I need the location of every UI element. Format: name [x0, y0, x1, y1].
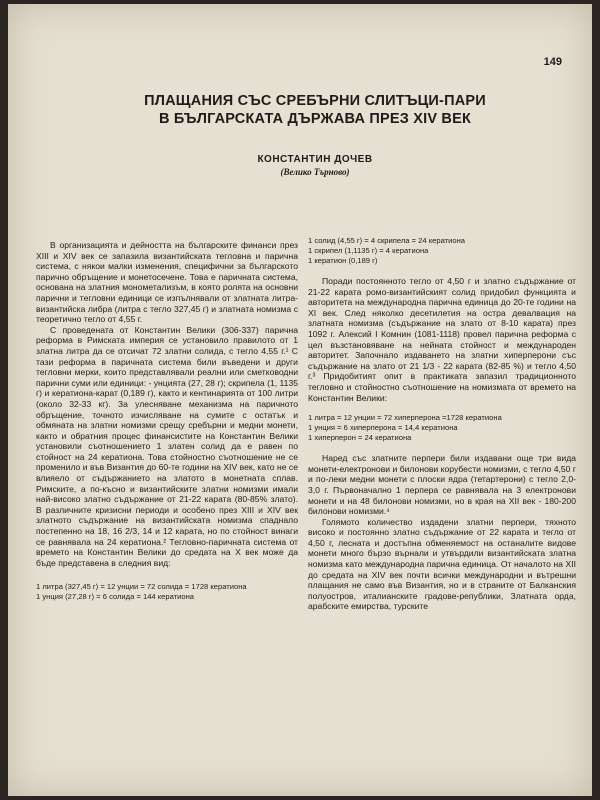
paragraph: С проведената от Константин Велики (306-337) парична реформа в Римската империя се установило правилото от 1 златна литра да се отсичат 72 златни солида, с тегло 4,55 г.¹ С тази реформа в паричната система били въведени и други тегловни мерки, които представлявали реални или сметководни парични суми или единици: - унцията (27, 28 г); скрипела (1, 1135 г) и кератиона-карат (0,189 г), както и кентинарията от 100 литри (около 32-33 кг). За улесняване механизма на паричното обръщение, точното изчисляване на сумите с остатък и обмяната на златни номизми срещу сребърни и медни монети, както и обратния процес финансистите на Константин Велики установили съотношението 1 златен солид да е равен по стойност на 24 кератиона. Това стойностно съотношение не се променило и във Византия до 60-те години на XIV век, като не се влияело от съдържанието на златото в монетната сплав. Римските, а по-късно и византийските златни номизми имали най-високо златно съдържание от 21-22 карата (80-85% злато). В различните кризисни периоди и особено през XIII и XIV век златното съдържание на византийската номизма спаднало постепенно на 18, 16 2/3, 14 и 12 карата, но по стойност винаги се равнявала на 24 кератиона.² Тегловно-паричната система от времето на Константин Велики до средата на X век може да бъде представена в следния вид:: [36, 324, 298, 568]
author-name: КОНСТАНТИН ДОЧЕВ: [257, 154, 373, 165]
equation-line: 1 кератион (0,189 г): [308, 256, 378, 265]
title-line-1: ПЛАЩАНИЯ СЪС СРЕБЪРНИ СЛИТЪЦИ-ПАРИ: [144, 93, 486, 109]
equation-line: 1 хиперперон = 24 кератиона: [308, 433, 412, 443]
right-column: [308, 236, 576, 612]
page-number: 149: [543, 56, 562, 68]
author-affiliation: (Велико Търново): [280, 167, 350, 177]
equation-line: 1 скрипел (1,1135 г) = 4 кератиона: [308, 246, 429, 255]
equation-block: [308, 236, 576, 266]
title-line-2: В БЪЛГАРСКАТА ДЪРЖАВА ПРЕЗ XIV ВЕК: [158, 111, 472, 127]
left-column: [36, 240, 298, 602]
article-title: [68, 92, 562, 128]
document-page: [8, 4, 592, 796]
equation-block: [36, 582, 298, 602]
equation-line: 1 литра (327,45 г) = 12 унции = 72 солида = 1728 кератиона: [36, 582, 247, 592]
paragraph: В организацията и дейността на българските финанси през XIII и XIV век се запазила византийската тегловна и парична система, с някои малки изменения, специфични за българското парично обръщение и монетосечене. Това е паричната система, основана на златния монометализъм, в която ролята на основни парични и тегловни единици се изпълнявали от златната литра-византийска либра (литра с тегло 327,45 г) и златната номизма с теоретично тегло от 4,55 г.: [36, 240, 298, 325]
equation-line: 1 литра = 12 унции = 72 хиперперона =1728 кератиона: [308, 413, 502, 423]
equation-line: 1 унция = 6 хиперперона = 14,4 кератиона: [308, 423, 458, 433]
paragraph: Поради постоянното тегло от 4,50 г и златно съдържание от 21-22 карата ромо-византийският солид придобил функцията и авторитета на международна парична единица до 20-те години на XI век. След няколко десетилетия на остра девалвация на златната номизма (съдържание на злато от 8-10 карата) през 1092 г. Алексий I Комнин (1081-1118) провел парична реформа с цел възстановяване на нейната стойност и международен авторитет. Започнало издаването на златни хиперперони със съдържание на злато от 21 1/3 - 22 карата (82-85 %) и тегло 4,50 г.³ Придобитият опит в практиката запазил традиционното тегловно и стойностно съотношение на номизмата от времето на Константин Велики:: [308, 276, 576, 403]
paragraph: Наред със златните перпери били издавани още три вида монети-електронови и билонови корубести номизми, с тегло 4,50 г и по-леки медни монети с плоски ядра (тетартерони) с тегло 2,0-3,0 г. Първоначално 1 перпера се равнявала на 3 електронови монети и на 48 билонови номизми, но в края на XII век - 180-200 билонови номизми.⁴: [308, 453, 576, 517]
equation-line: 1 унция (27,28 г) = 6 солида = 144 кератиона: [36, 592, 195, 602]
equation-line: 1 солид (4,55 г) = 4 скрипела = 24 кератиона: [308, 236, 465, 245]
equation-block: [308, 413, 576, 443]
paragraph: Голямото количество издадени златни перпери, тяхното високо и постоянно златно съдържание от 22 карата и тегло от 4,50 г, лесната и достъпна обменяемост на останалите видове монети много бързо върнали и утвърдили византийската златна номизма като международна парична единица. От началото на XII до средата на XIV век почти всички международни и вътрешни плащания не само във Византия, но и в страните от Балканския полуостров, италианските градове-републики, Златната орда, арабските емирства, турските: [308, 516, 576, 612]
